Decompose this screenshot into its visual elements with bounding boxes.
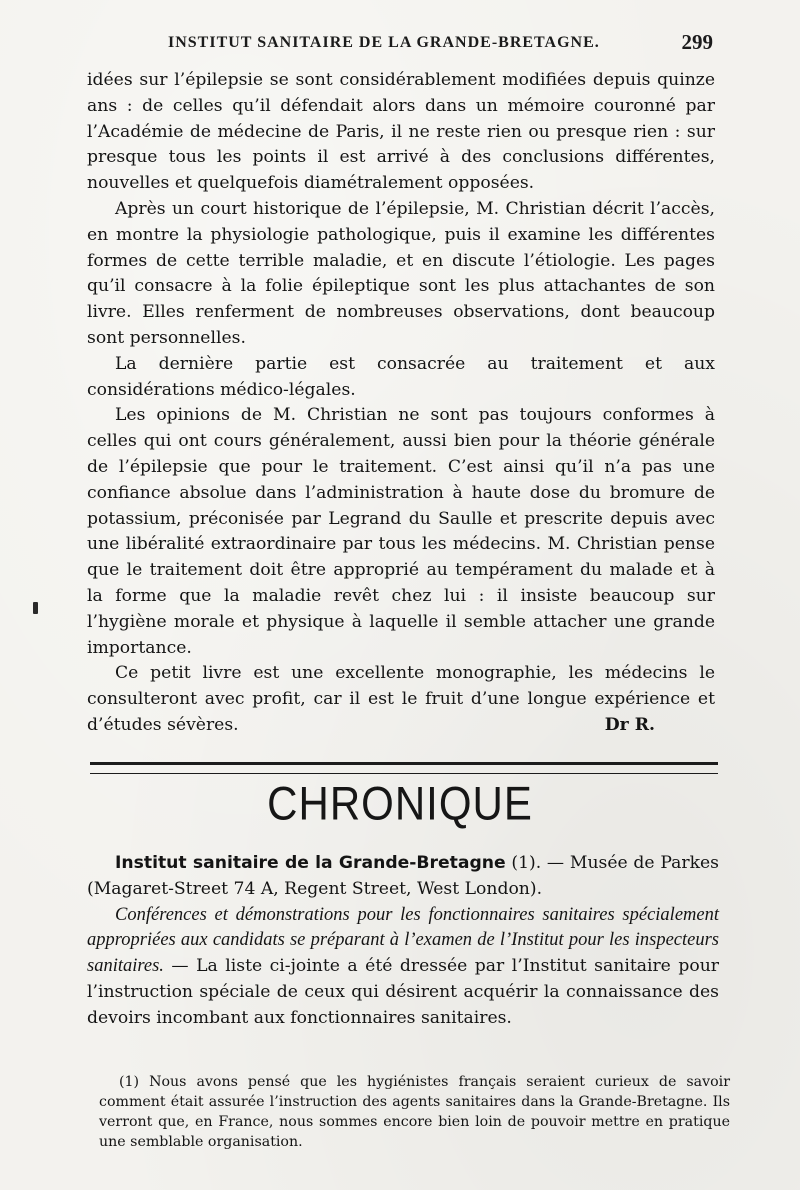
section-title: CHRONIQUE xyxy=(267,777,533,830)
margin-mark xyxy=(33,602,38,614)
paragraph-text: — La liste ci-jointe a été dressée par l’Institut sanitaire pour l’instruction spéciale de ceux qui désirent acquérir la connaissance des devoirs incombant aux fonctionnaires sanitaires. xyxy=(87,956,719,1028)
footnote-text: (1) Nous avons pensé que les hygiénistes français seraient curieux de savoir comment était assurée l’instruction des agents sanitaires dans la Grande-Bretagne. Ils verront que, en France, nous sommes encore bien loin de pouvoir mettre en pratique une semblable organisation. xyxy=(99,1074,730,1150)
signature: Dr R. xyxy=(604,714,655,735)
lead-heading: Institut sanitaire de la Grande-Bretagne xyxy=(115,853,506,873)
chronique-text xyxy=(87,851,719,1032)
page-number: 299 xyxy=(681,30,713,54)
lead-reference: (1). — Musée de Parkes (Magaret-Street 74 A, Regent Street, West London). xyxy=(87,853,719,899)
running-header xyxy=(168,30,713,58)
running-title: INSTITUT SANITAIRE DE LA GRANDE-BRETAGNE. xyxy=(168,34,600,51)
paragraph: idées sur l’épilepsie se sont considérablement modifiées depuis quinze ans : de celles qu’il défendait alors dans un mémoire couronné par l’Académie de médecine de Paris, il ne reste rien ou presque rien : sur presque tous les points il est arrivé à des conclusions différentes, nouvelles et quelquefois diamétralement opposées. xyxy=(87,70,715,194)
paragraph: Les opinions de M. Christian ne sont pas toujours conformes à celles qui ont cours généralement, aussi bien pour la théorie générale de l’épilepsie que pour le traitement. C’est ainsi qu’il n’a pas une confiance absolue dans l’administration à haute dose du bromure de potassium, préconisée par Legrand du Saulle et prescrite depuis avec une libéralité extraordinaire par tous les médecins. M. Christian pense que le traitement doit être approprié au tempérament du malade et à la forme que la maladie revêt chez lui : il insiste beaucoup sur l’hygiène morale et physique à laquelle il semble attacher une grande importance. xyxy=(87,405,715,658)
paragraph: La dernière partie est consacrée au traitement et aux considérations médico-légales. xyxy=(87,353,715,400)
closing-paragraph xyxy=(87,661,715,738)
italic-subtitle: Conférences et démonstrations pour les fonctionnaires sanitaires spécialement appropriées aux candidats se préparant à l’examen de l’Institut pour les inspecteurs sanitaires. xyxy=(87,904,719,977)
paragraph-text: Ce petit livre est une excellente monographie, les médecins le consulteront avec profit, car il est le fruit d’une longue expérience et d’études sévères. xyxy=(87,663,715,735)
paragraph xyxy=(87,903,719,1032)
review-text xyxy=(87,68,715,739)
paragraph: Après un court historique de l’épilepsie, M. Christian décrit l’accès, en montre la physiologie pathologique, puis il examine les différentes formes de cette terrible maladie, et en discute l’étiologie. Les pages qu’il consacre à la folie épileptique sont les plus attachantes de son livre. Elles renferment de nombreuses observations, dont beaucoup sont personnelles. xyxy=(87,198,715,348)
section-divider xyxy=(90,762,718,774)
footnote xyxy=(99,1072,730,1152)
paragraph xyxy=(87,851,719,903)
